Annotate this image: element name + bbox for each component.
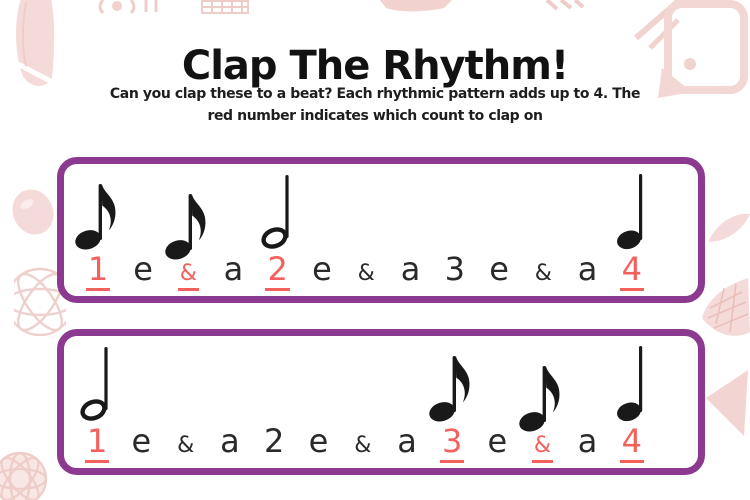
half-note-icon [261, 173, 295, 250]
beat-row [64, 336, 698, 468]
beat-column [385, 422, 429, 463]
doodle-yarn-ball [0, 450, 52, 500]
count-label: e [489, 250, 509, 288]
rhythm-pattern-box-1 [57, 157, 705, 303]
beat-column [429, 350, 475, 463]
beat-column [256, 173, 300, 291]
count-label: a [220, 422, 240, 460]
count-label: e [133, 250, 153, 288]
beat-column [565, 422, 609, 463]
doodle-top-fragments [0, 0, 750, 16]
page-subtitle [0, 84, 750, 127]
count-label: 2 [264, 422, 285, 460]
count-label-clap: & [178, 263, 199, 291]
rhythm-pattern-box-2 [57, 329, 705, 475]
page-title: Clap The Rhythm! [181, 42, 569, 89]
beat-column [565, 250, 609, 291]
count-label: & [357, 261, 375, 286]
subtitle-line-1: Can you clap these to a beat? Each rhythmic pattern adds up to 4. The [109, 86, 641, 102]
note-slot [165, 188, 211, 260]
beat-column [300, 250, 344, 291]
eighth-note-icon [165, 188, 211, 260]
eighth-note-icon [75, 178, 121, 250]
beat-column [341, 432, 385, 463]
note-slot [75, 178, 121, 250]
count-label-clap: 3 [440, 425, 464, 463]
count-label: a [577, 250, 598, 288]
quarter-note-icon [617, 344, 647, 422]
count-label: e [308, 422, 329, 460]
count-label: e [312, 250, 332, 288]
half-note-icon [80, 345, 114, 422]
beat-column [344, 260, 388, 291]
note-slot [519, 360, 565, 432]
beat-column [519, 360, 565, 463]
beat-column [610, 344, 654, 463]
beat-column [75, 345, 119, 463]
beat-column [119, 422, 163, 463]
count-label-clap: & [532, 435, 553, 463]
beat-column [165, 188, 211, 291]
count-label: a [400, 250, 421, 288]
beat-column [296, 422, 340, 463]
count-label: e [487, 422, 508, 460]
doodle-triangle [704, 366, 750, 440]
count-label: 3 [444, 250, 465, 288]
beat-column [121, 250, 165, 291]
beat-column [521, 260, 565, 291]
note-slot [617, 172, 647, 250]
count-label: e [131, 422, 152, 460]
count-label: & [354, 433, 372, 458]
beat-column [610, 172, 654, 291]
doodle-leaf [708, 212, 750, 246]
note-slot [429, 350, 475, 422]
beat-row [64, 164, 698, 296]
count-label: a [223, 250, 244, 288]
beat-column [75, 178, 121, 291]
note-slot [261, 173, 295, 250]
doodle-hatched-blob [702, 278, 750, 340]
count-label-clap: 4 [620, 425, 644, 463]
beat-column [211, 250, 255, 291]
doodle-egg [10, 186, 56, 238]
beat-column [477, 250, 521, 291]
count-label-clap: 4 [620, 253, 644, 291]
beat-column [208, 422, 252, 463]
count-label: a [577, 422, 598, 460]
count-label: & [534, 261, 552, 286]
subtitle-line-2: red number indicates which count to clap on [207, 107, 543, 124]
eighth-note-icon [519, 360, 565, 432]
count-label: & [177, 433, 195, 458]
beat-column [475, 422, 519, 463]
beat-column [252, 422, 296, 463]
count-label-clap: 1 [85, 425, 109, 463]
note-slot [617, 344, 647, 422]
note-slot [80, 345, 114, 422]
beat-column [164, 432, 208, 463]
count-label: a [397, 422, 417, 460]
beat-column [388, 250, 432, 291]
eighth-note-icon [429, 350, 475, 422]
quarter-note-icon [617, 172, 647, 250]
count-label-clap: 1 [86, 253, 110, 291]
beat-column [433, 250, 477, 291]
count-label-clap: 2 [265, 253, 289, 291]
